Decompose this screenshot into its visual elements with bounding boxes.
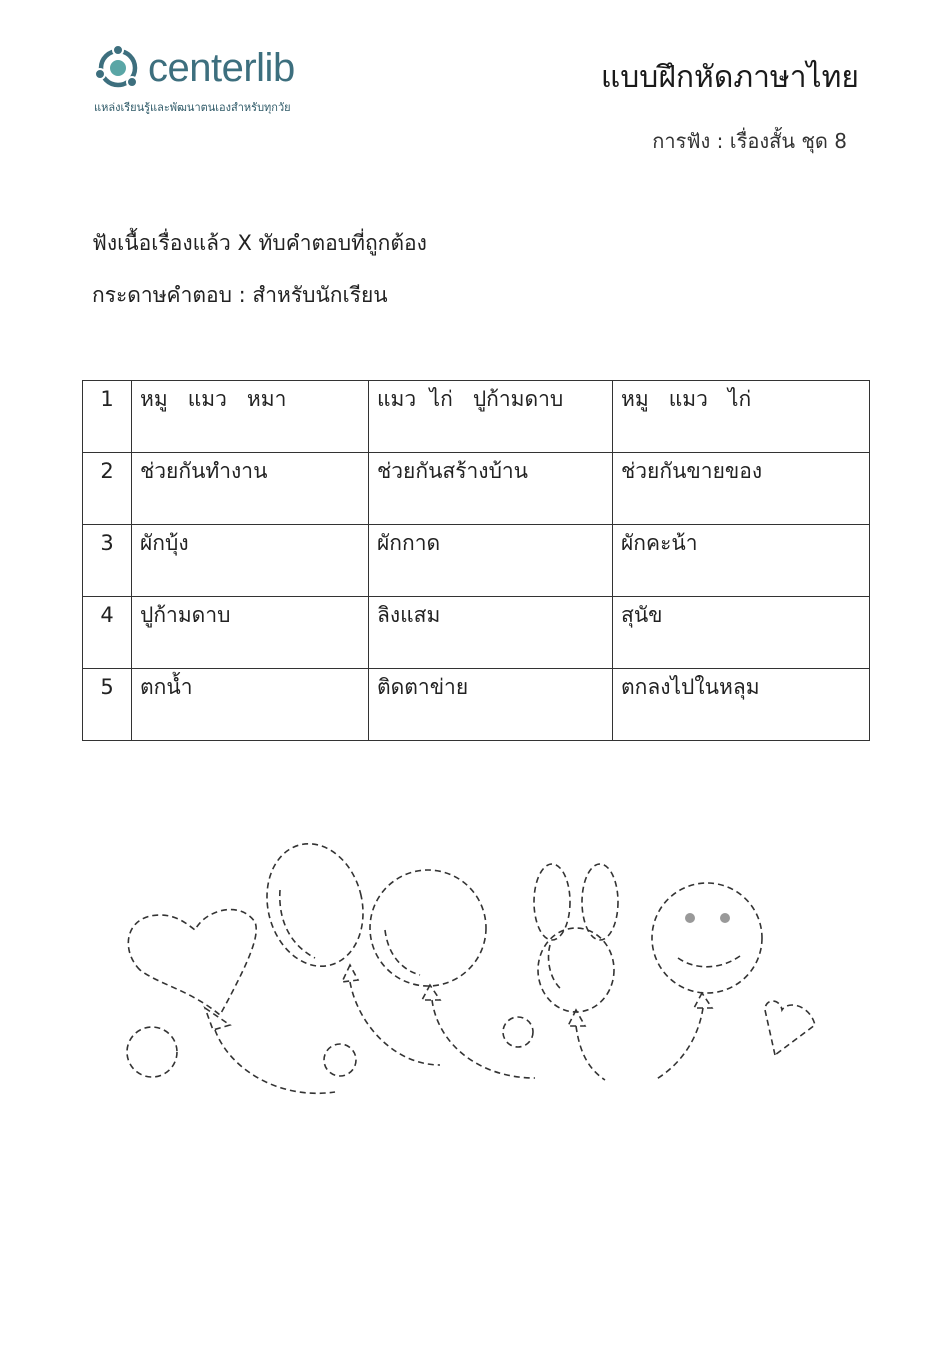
choice-cell[interactable]: ผักบุ้ง <box>132 525 369 597</box>
table-row <box>83 597 870 669</box>
logo-wordmark: centerlib <box>148 46 295 90</box>
small-circle-icon <box>503 1017 533 1047</box>
balloon-tracing-illustration <box>110 830 830 1110</box>
choice-cell[interactable]: ช่วยกันสร้างบ้าน <box>369 453 613 525</box>
choice-cell[interactable]: แมว ไก่ ปูก้ามดาบ <box>369 381 613 453</box>
small-circle-icon <box>127 1027 177 1077</box>
smiley-balloon-icon <box>652 883 762 1080</box>
worksheet-subtitle: การฟัง : เรื่องสั้น ชุด 8 <box>652 129 847 153</box>
table-row <box>83 669 870 741</box>
choice-cell[interactable]: หมู แมว หมา <box>132 381 369 453</box>
heart-balloon-icon <box>128 910 335 1094</box>
choice-cell[interactable]: ช่วยกันทำงาน <box>132 453 369 525</box>
worksheet-title: แบบฝึกหัดภาษาไทย <box>600 60 859 95</box>
question-number: 4 <box>83 597 132 669</box>
choice-cell[interactable]: ผักคะน้า <box>613 525 870 597</box>
small-circle-icon <box>324 1044 356 1076</box>
bunny-balloon-icon <box>534 864 618 1080</box>
question-number: 2 <box>83 453 132 525</box>
table-row <box>83 381 870 453</box>
table-row <box>83 453 870 525</box>
answer-table <box>82 380 870 741</box>
question-number: 3 <box>83 525 132 597</box>
round-balloon-icon <box>370 870 535 1078</box>
logo-molecule-icon <box>92 42 144 94</box>
choice-cell[interactable]: ผักกาด <box>369 525 613 597</box>
choice-cell[interactable]: ตกน้ำ <box>132 669 369 741</box>
answer-sheet-label: กระดาษคำตอบ : สำหรับนักเรียน <box>92 283 388 307</box>
choice-cell[interactable]: สุนัข <box>613 597 870 669</box>
oval-balloon-icon <box>254 833 440 1065</box>
choice-cell[interactable]: หมู แมว ไก่ <box>613 381 870 453</box>
centerlib-logo <box>92 40 352 120</box>
logo-tagline: แหล่งเรียนรู้และพัฒนาตนเองสำหรับทุกวัย <box>94 101 291 114</box>
choice-cell[interactable]: ปูก้ามดาบ <box>132 597 369 669</box>
table-row <box>83 525 870 597</box>
instruction-text: ฟังเนื้อเรื่องแล้ว X ทับคำตอบที่ถูกต้อง <box>92 231 427 255</box>
small-heart-icon <box>765 1001 815 1055</box>
choice-cell[interactable]: ช่วยกันขายของ <box>613 453 870 525</box>
choice-cell[interactable]: ตกลงไปในหลุม <box>613 669 870 741</box>
question-number: 1 <box>83 381 132 453</box>
choice-cell[interactable]: ลิงแสม <box>369 597 613 669</box>
choice-cell[interactable]: ติดตาข่าย <box>369 669 613 741</box>
question-number: 5 <box>83 669 132 741</box>
